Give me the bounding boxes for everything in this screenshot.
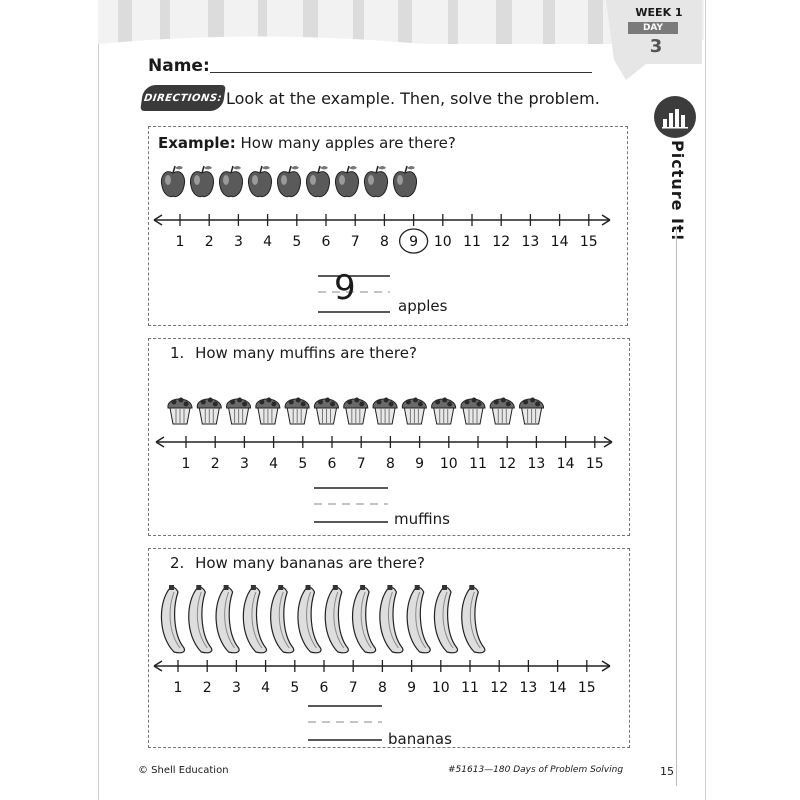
number-line-label: 11 [461,680,479,696]
problem1-number-line [152,430,622,480]
number-line-label: 13 [527,456,546,472]
number-line-label: 10 [433,234,452,250]
apple-icon [364,166,387,197]
muffin-icon [168,398,192,425]
name-label: Name: [148,56,210,76]
side-rule [676,226,677,786]
problem2-question: How many bananas are there? [195,554,425,572]
muffin-icon [432,398,456,425]
example-number-line [150,208,620,258]
number-line-label: 4 [261,680,271,696]
number-line-label: 15 [579,234,598,250]
muffin-icon [490,398,514,425]
name-line [210,72,592,73]
footer-copyright: © Shell Education [138,765,229,776]
number-line-label: 8 [379,234,389,250]
banana-icon [380,585,403,653]
number-line-label: 14 [550,234,569,250]
day-number: 3 [649,36,663,57]
number-line-label: 7 [350,234,360,250]
muffin-icon [197,398,221,425]
number-line-label: 8 [385,456,395,472]
muffin-icon [344,398,368,425]
problem1-answer-lines [312,484,392,528]
example-answer: 9 [334,268,356,308]
banana-icon [462,585,485,653]
banana-icon [407,585,430,653]
banana-icon [271,585,294,653]
number-line-label: 6 [319,680,329,696]
number-line-label: 5 [298,456,308,472]
muffin-icon [314,398,338,425]
number-line-label: 1 [181,456,191,472]
number-line-label: 11 [463,234,481,250]
directions-badge: DIRECTIONS: [140,85,226,111]
muffin-icon [285,398,309,425]
problem2-question-row [170,554,425,572]
muffin-icon [256,398,280,425]
footer-book-title: #51613—180 Days of Problem Solving [448,765,624,775]
number-line-label: 9 [409,234,419,250]
apple-icon [277,166,300,197]
side-tab-badge [654,96,696,138]
number-line-label: 15 [585,456,604,472]
number-line-label: 4 [263,234,273,250]
problem2-number: 2. [170,554,185,572]
number-line-label: 2 [204,234,214,250]
number-line-label: 12 [492,234,511,250]
number-line-label: 13 [521,234,540,250]
number-line-label: 5 [290,680,300,696]
apple-icon [219,166,242,197]
apple-icon [248,166,271,197]
number-line-label: 15 [577,680,596,696]
apple-icon [393,166,416,197]
problem1-number: 1. [170,344,185,362]
apple-icon [335,166,358,197]
banana-icon [434,585,457,653]
banana-icon [243,585,266,653]
banana-icon [353,585,376,653]
number-line-label: 3 [239,456,249,472]
banana-icon [189,585,212,653]
example-question-row [158,134,456,152]
side-tab-title: Picture It! [668,140,687,242]
problem2-number-line [150,654,620,704]
problem1-unit: muffins [394,510,450,528]
problem2-bananas [160,584,540,658]
number-line-label: 11 [469,456,487,472]
number-line-label: 3 [231,680,241,696]
number-line-label: 12 [498,456,517,472]
number-line-label: 12 [490,680,509,696]
number-line-label: 6 [327,456,337,472]
number-line-label: 1 [173,680,183,696]
problem1-question-row [170,344,417,362]
banana-icon [325,585,348,653]
banana-icon [298,585,321,653]
number-line-label: 5 [292,234,302,250]
banana-icon [216,585,239,653]
bar-chart-icon [661,105,689,129]
muffin-icon [461,398,485,425]
problem2-unit: bananas [388,730,452,748]
number-line-label: 14 [556,456,575,472]
number-line-label: 13 [519,680,538,696]
day-label: DAY [628,22,678,34]
problem2-answer-lines [306,702,386,744]
number-line-label: 14 [548,680,567,696]
number-line-label: 7 [348,680,358,696]
apple-icon [161,166,184,197]
footer-page-number: 15 [660,765,674,778]
problem1-muffins [166,392,566,432]
number-line-label: 8 [377,680,387,696]
number-line-label: 2 [202,680,212,696]
example-label: Example: [158,134,236,152]
number-line-label: 4 [269,456,279,472]
muffin-icon [519,398,543,425]
muffin-icon [373,398,397,425]
problem1-question: How many muffins are there? [195,344,417,362]
example-apples [160,164,450,200]
number-line-label: 1 [175,234,185,250]
apple-icon [190,166,213,197]
directions-text: Look at the example. Then, solve the problem. [226,89,600,108]
example-unit: apples [398,297,448,315]
number-line-label: 10 [439,456,458,472]
number-line-label: 10 [431,680,450,696]
number-line-label: 2 [210,456,220,472]
muffin-icon [226,398,250,425]
example-question: How many apples are there? [240,134,456,152]
number-line-label: 7 [356,456,366,472]
apple-icon [306,166,329,197]
number-line-label: 6 [321,234,331,250]
muffin-icon [402,398,426,425]
number-line-label: 9 [415,456,425,472]
banana-icon [161,585,184,653]
week-label: WEEK 1 [635,6,683,19]
number-line-label: 3 [233,234,243,250]
number-line-label: 9 [407,680,417,696]
